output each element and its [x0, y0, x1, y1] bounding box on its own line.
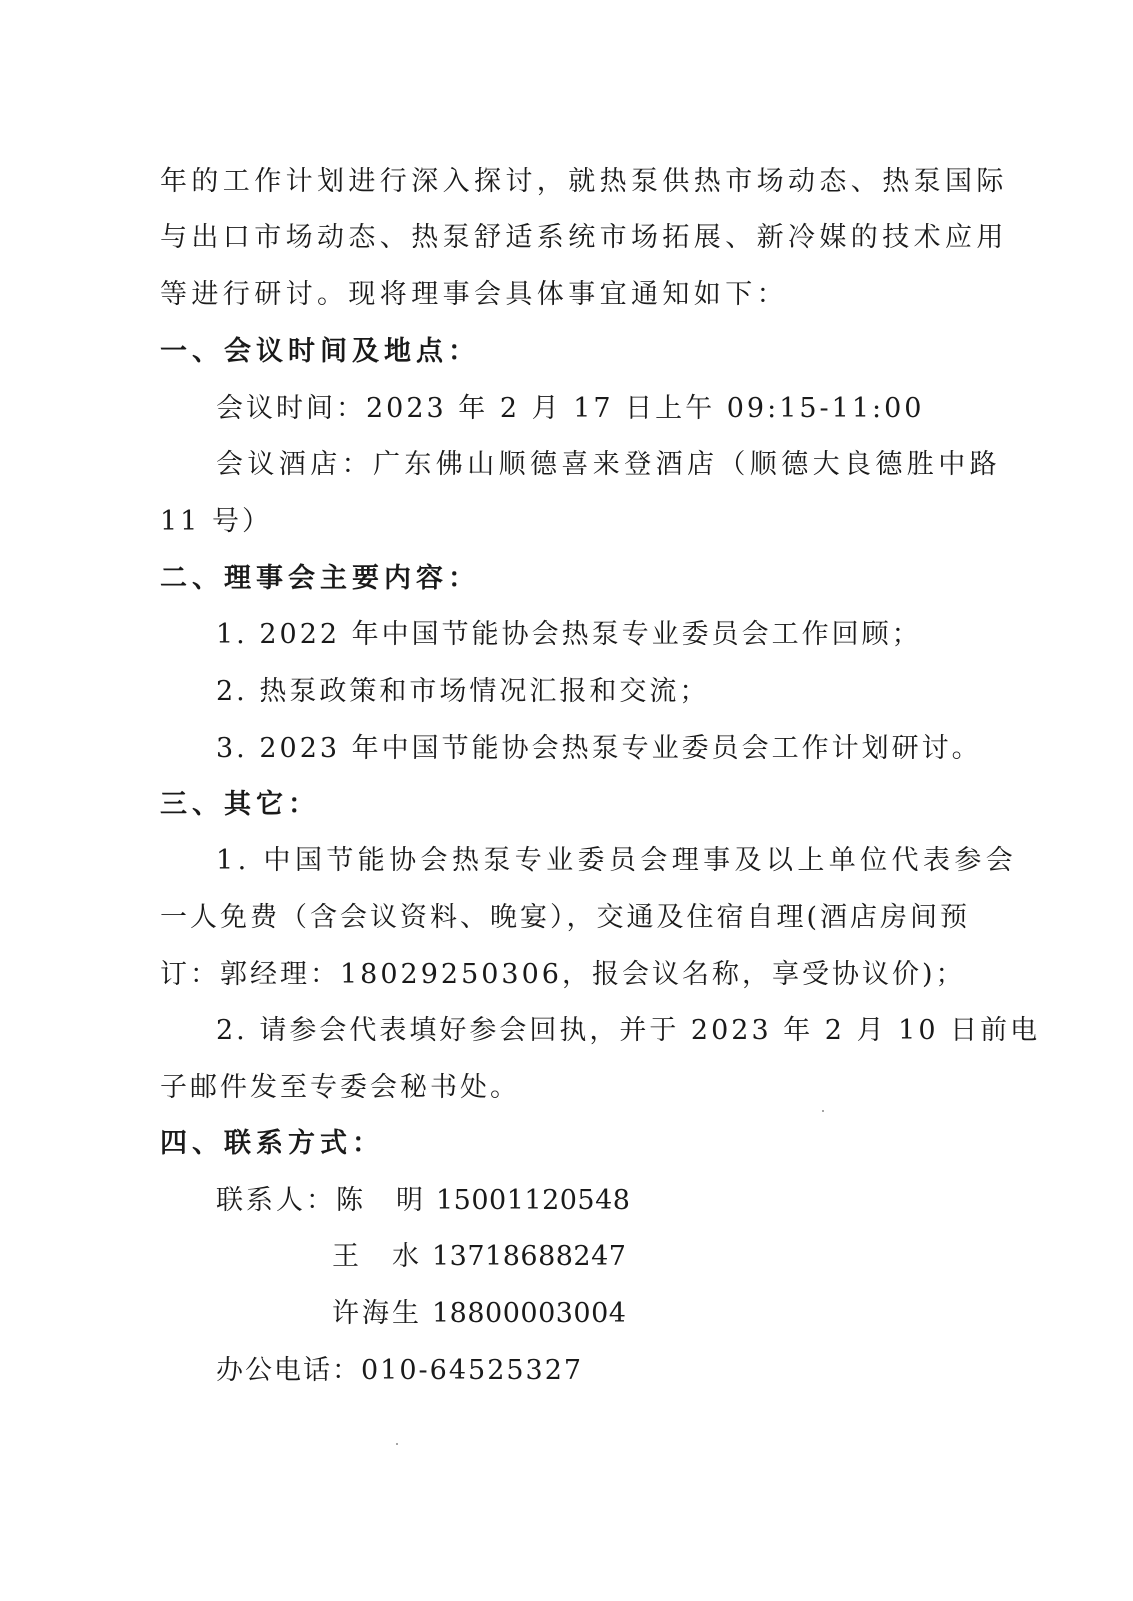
meeting-hotel-line-2: 11 号） [160, 506, 272, 537]
contact-name: 许海生 [332, 1298, 422, 1329]
meeting-hotel-line-1: 会议酒店：广东佛山顺德喜来登酒店（顺德大良德胜中路 [216, 449, 1001, 480]
contact-phone: 15001120548 [436, 1185, 631, 1216]
section4-heading: 四、联系方式： [160, 1128, 384, 1159]
section1-heading: 一、会议时间及地点： [160, 336, 480, 367]
contact-row-1 [216, 1183, 630, 1219]
intro-line-3: 等进行研讨。现将理事会具体事宜通知如下： [160, 279, 788, 310]
intro-line-1: 年的工作计划进行深入探讨，就热泵供热市场动态、热泵国际 [160, 166, 1008, 197]
section2-heading: 二、理事会主要内容： [160, 563, 480, 594]
other-item1-line-1: 1. 中国节能协会热泵专业委员会理事及以上单位代表参会 [216, 845, 1018, 876]
contact-row-2 [332, 1239, 626, 1275]
contact-name: 陈 明 [336, 1185, 426, 1216]
intro-line-2: 与出口市场动态、热泵舒适系统市场拓展、新冷媒的技术应用 [160, 222, 1008, 253]
other-item2-line-2: 子邮件发至专委会秘书处。 [160, 1072, 520, 1103]
contact-label: 联系人： [216, 1185, 336, 1216]
contact-name: 王 水 [332, 1241, 422, 1272]
office-phone: 办公电话：010-64525327 [216, 1355, 584, 1386]
other-item1-line-2: 一人免费（含会议资料、晚宴），交通及住宿自理(酒店房间预 [160, 902, 971, 933]
agenda-item-2: 2. 热泵政策和市场情况汇报和交流； [216, 676, 710, 707]
agenda-item-3: 3. 2023 年中国节能协会热泵专业委员会工作计划研讨。 [216, 733, 982, 764]
other-item1-line-3: 订：郭经理：18029250306，报会议名称，享受协议价)； [160, 959, 966, 990]
contact-phone: 13718688247 [432, 1241, 627, 1272]
contact-row-3 [332, 1296, 626, 1332]
meeting-time: 会议时间：2023 年 2 月 17 日上午 09:15-11:00 [216, 393, 925, 424]
other-item2-line-1: 2. 请参会代表填好参会回执，并于 2023 年 2 月 10 日前电 [216, 1015, 1041, 1046]
section3-heading: 三、其它： [160, 789, 320, 820]
scan-speck [822, 1110, 824, 1112]
agenda-item-1: 1. 2022 年中国节能协会热泵专业委员会工作回顾； [216, 619, 922, 650]
contact-phone: 18800003004 [432, 1298, 627, 1329]
scan-speck [396, 1443, 398, 1445]
